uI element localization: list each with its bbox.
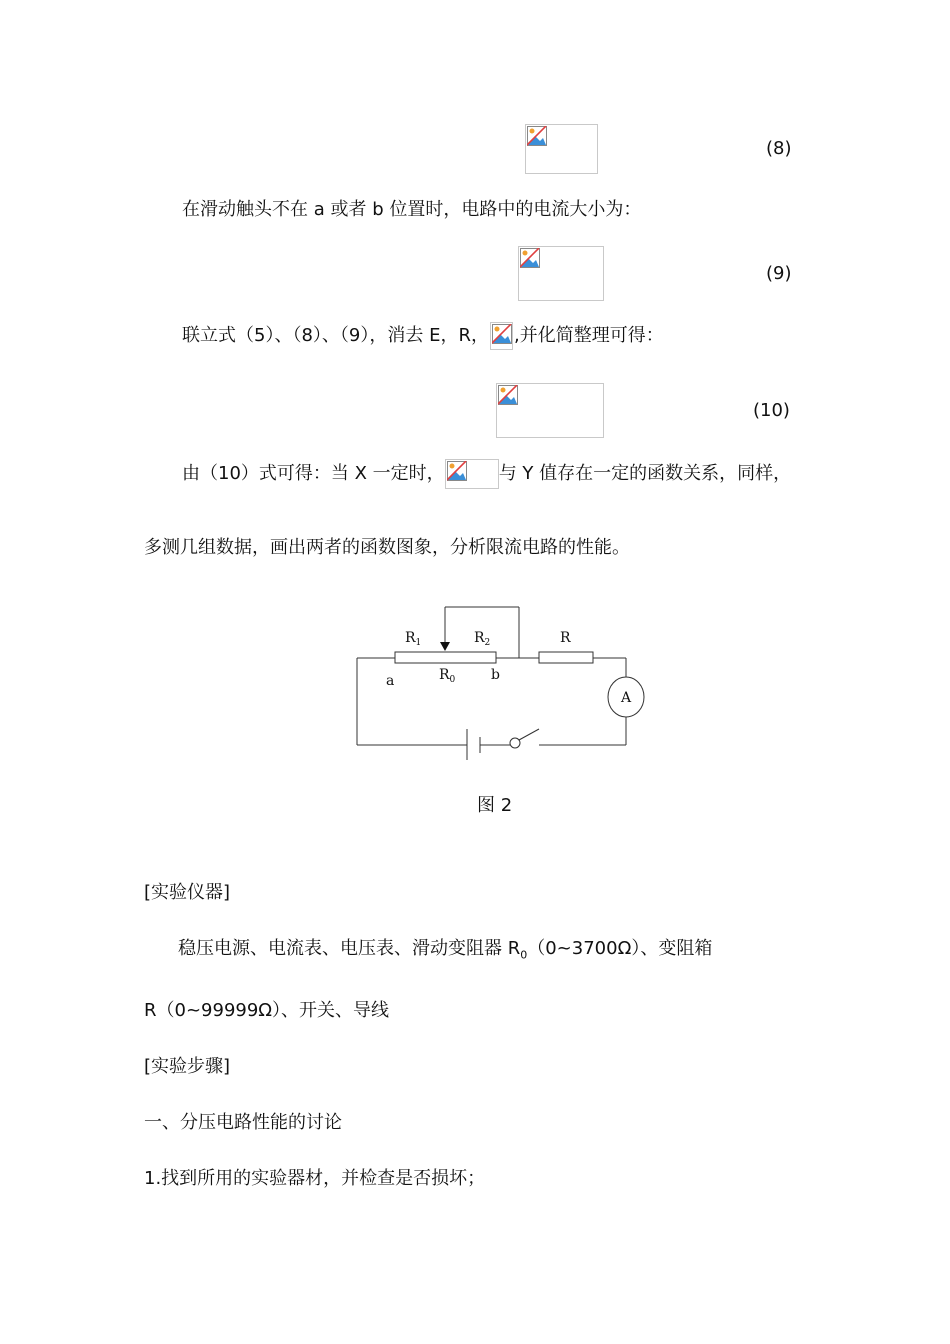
instruments-text-before: 稳压电源、电流表、电压表、滑动变阻器 R <box>178 938 521 959</box>
instruments-line-2: R（0~99999Ω）、开关、导线 <box>144 1000 390 1021</box>
label-b: b <box>491 667 500 683</box>
subscript-zero: 0 <box>520 948 528 962</box>
inline-formula-image <box>490 322 513 350</box>
paragraph-plot-analysis: 多测几组数据，画出两者的函数图象，分析限流电路的性能。 <box>144 537 630 558</box>
rheostat-r0 <box>395 652 496 663</box>
paragraph-function-relation <box>182 459 791 489</box>
broken-image-icon <box>492 324 512 344</box>
label-r0: $R_0$ <box>439 667 456 685</box>
instruments-text-after: （0~3700Ω）、变阻箱 <box>527 938 713 959</box>
paragraph-text-before: 由（10）式可得：当 X 一定时， <box>182 463 445 484</box>
label-r: R <box>560 630 571 646</box>
equation-9-image <box>518 246 604 301</box>
equation-number-10: (10) <box>753 400 790 421</box>
broken-image-icon <box>498 385 518 405</box>
broken-image-icon <box>447 461 467 481</box>
equation-10-image <box>496 383 604 438</box>
label-a: a <box>386 673 395 689</box>
step-part-1-heading: 一、分压电路性能的讨论 <box>144 1112 342 1133</box>
slider-arrowhead <box>440 642 450 651</box>
equation-number-9: (9) <box>766 263 792 284</box>
switch-pivot <box>510 738 520 748</box>
inline-formula-image <box>445 459 499 489</box>
switch-blade <box>519 729 539 740</box>
equation-8-image <box>525 124 598 174</box>
label-r2: $R_2$ <box>474 630 491 648</box>
paragraph-current-condition: 在滑动触头不在 a 或者 b 位置时，电路中的电流大小为： <box>182 199 642 220</box>
equation-number-8: (8) <box>766 138 792 159</box>
circuit-diagram <box>0 598 950 778</box>
instruments-heading: [实验仪器] <box>144 882 231 903</box>
paragraph-text-after: ,并化简整理可得： <box>513 325 664 346</box>
broken-image-icon <box>520 248 540 268</box>
resistor-r <box>539 652 593 663</box>
paragraph-text-after: 与 Y 值存在一定的函数关系，同样， <box>498 463 792 484</box>
broken-image-icon <box>527 126 547 146</box>
paragraph-text-before: 联立式（5）、（8）、（9），消去 E，R， <box>182 325 489 346</box>
label-ammeter: A <box>621 690 632 706</box>
steps-heading: [实验步骤] <box>144 1056 231 1077</box>
label-r1: $R_1$ <box>405 630 422 648</box>
paragraph-combine-equations <box>182 321 664 350</box>
figure-caption: 图 2 <box>477 795 513 816</box>
step-1: 1.找到所用的实验器材，并检查是否损坏； <box>144 1168 486 1189</box>
instruments-line-1 <box>178 934 712 962</box>
